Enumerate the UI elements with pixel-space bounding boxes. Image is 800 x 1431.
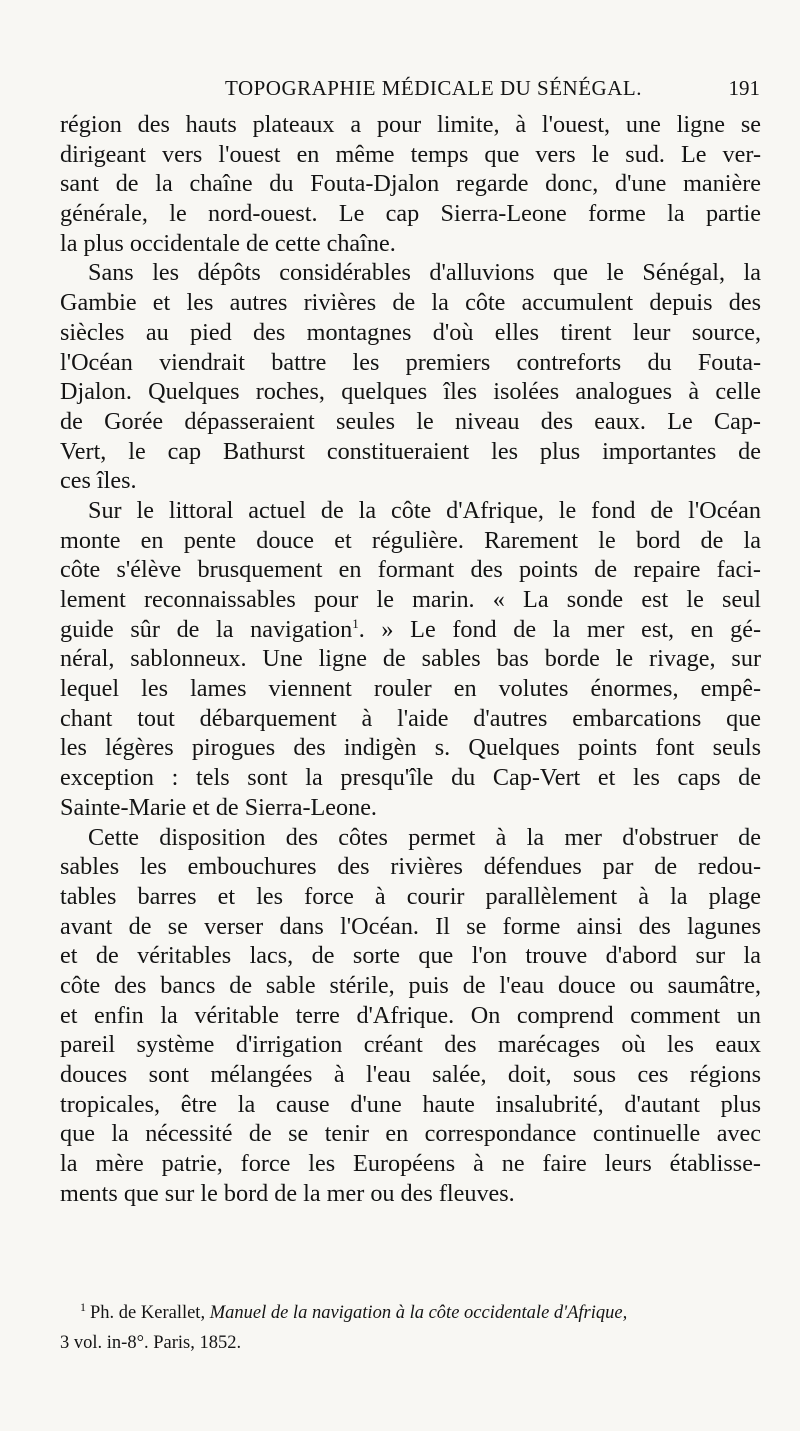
text-line: générale, le nord-ouest. Le cap Sierra-Leone forme la partie (60, 200, 761, 228)
text-line: siècles au pied des montagnes d'où elles tirent leur source, (60, 318, 761, 346)
body-text (60, 110, 761, 1208)
text-line: la mère patrie, force les Européens à ne faire leurs établisse- (60, 1150, 761, 1178)
text-line: côte s'élève brusquement en formant des points de repaire faci- (60, 556, 761, 584)
running-title: TOPOGRAPHIE MÉDICALE DU SÉNÉGAL. (225, 76, 642, 100)
text-line: Djalon. Quelques roches, quelques îles isolées analogues à celle (60, 378, 761, 406)
footnote (60, 1298, 765, 1358)
text-line: lequel les lames viennent rouler en volutes énormes, empê- (60, 675, 761, 703)
paragraph-1 (60, 110, 761, 258)
text-line: l'Océan viendrait battre les premiers contreforts du Fouta- (60, 348, 761, 376)
text-line: côte des bancs de sable stérile, puis de l'eau douce ou saumâtre, (60, 971, 761, 999)
footnote-author: Ph. de Kerallet, (90, 1303, 206, 1323)
text-line: néral, sablonneux. Une ligne de sables bas borde le rivage, sur (60, 645, 761, 673)
text-line: Sur le littoral actuel de la côte d'Afrique, le fond de l'Océan (88, 496, 761, 524)
text-line: que la nécessité de se tenir en correspondance continuelle avec (60, 1120, 761, 1148)
text-line: et enfin la véritable terre d'Afrique. On comprend comment un (60, 1001, 761, 1029)
text-line: douces sont mélangées à l'eau salée, doit, sous ces régions (60, 1061, 761, 1088)
footnote-line (60, 1298, 765, 1328)
text-line: monte en pente douce et régulière. Rarement le bord de la (60, 526, 761, 554)
text-line: avant de se verser dans l'Océan. Il se forme ainsi des lagunes (60, 912, 761, 940)
text-line-with-footnote (60, 615, 761, 645)
text-line: pareil système d'irrigation créant des marécages où les eaux (60, 1031, 761, 1059)
text-line: la plus occidentale de cette chaîne. (60, 229, 396, 257)
text-line: lement reconnaissables pour le marin. « La sonde est le seul (60, 586, 761, 613)
text-line: Vert, le cap Bathurst constitueraient les plus importantes de (60, 437, 761, 465)
footnote-reference: 1 (352, 615, 359, 631)
page-header (60, 76, 760, 110)
text-line: ces îles. (60, 467, 137, 495)
footnote-marker: 1 (80, 1299, 86, 1314)
text-line: sables les embouchures des rivières défendues par de redou- (60, 853, 761, 881)
text-line: sant de la chaîne du Fouta-Djalon regarde donc, d'une manière (60, 170, 761, 198)
text-line: tropicales, être la cause d'une haute insalubrité, d'autant plus (60, 1090, 761, 1118)
text-line: Sans les dépôts considérables d'alluvions que le Sénégal, la (88, 259, 761, 287)
text-line: les légères pirogues des indigèn s. Quelques points font seuls (60, 734, 761, 762)
footnote-line: 3 vol. in-8°. Paris, 1852. (60, 1333, 242, 1353)
paragraph-2 (60, 258, 761, 496)
text-line: Sainte-Marie et de Sierra-Leone. (60, 793, 377, 821)
text-line: exception : tels sont la presqu'île du Cap-Vert et les caps de (60, 764, 761, 792)
text-line: Gambie et les autres rivières de la côte accumulent depuis des (60, 289, 761, 317)
paragraph-3 (60, 496, 761, 823)
text-line: ments que sur le bord de la mer ou des fleuves. (60, 1179, 515, 1207)
text-line: Cette disposition des côtes permet à la mer d'obstruer de (88, 823, 761, 851)
footnote-title: Manuel de la navigation à la côte occidentale d'Afrique, (209, 1303, 628, 1323)
paragraph-4 (60, 823, 761, 1209)
text-fragment: guide sûr de la navigation (60, 615, 353, 643)
text-line: dirigeant vers l'ouest en même temps que vers le sud. Le ver- (60, 140, 761, 168)
text-line: de Gorée dépasseraient seules le niveau des eaux. Le Cap- (60, 407, 761, 435)
text-line: et de véritables lacs, de sorte que l'on trouve d'abord sur la (60, 942, 761, 970)
text-fragment: . » Le fond de la mer est, en gé- (358, 615, 761, 643)
text-line: chant tout débarquement à l'aide d'autres embarcations que (60, 704, 761, 732)
page-number: 191 (728, 76, 760, 100)
text-line: tables barres et les force à courir parallèlement à la plage (60, 882, 761, 910)
text-line: région des hauts plateaux a pour limite, à l'ouest, une ligne se (60, 111, 761, 138)
